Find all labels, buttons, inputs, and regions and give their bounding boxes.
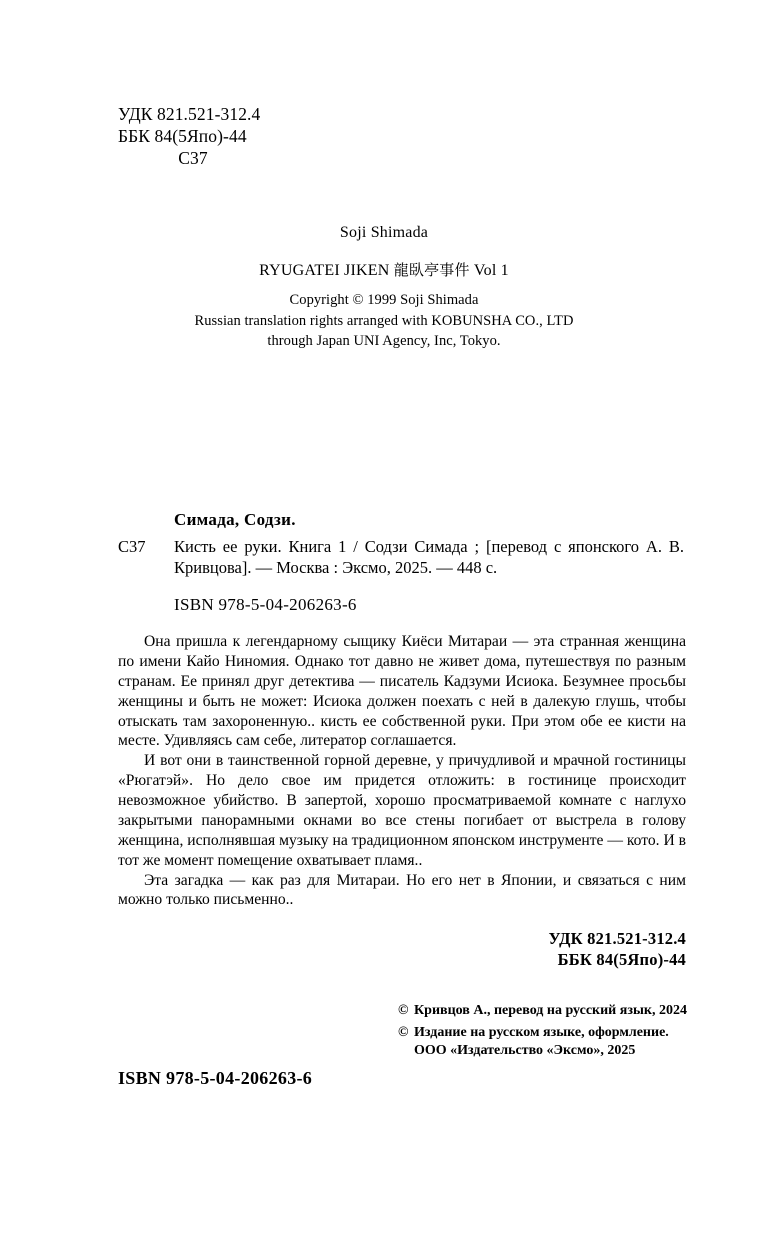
rights-holders-block: [398, 1002, 698, 1063]
cip-record-block: [118, 510, 684, 615]
isbn-cip: ISBN 978-5-04-206263-6: [174, 595, 357, 615]
copyright-symbol-icon: ©: [398, 1003, 409, 1018]
classification-top-block: [118, 103, 268, 169]
original-title-latin: RYUGATEI JIKEN: [259, 262, 390, 279]
original-edition-block: [0, 224, 768, 352]
rights-holder-text: Кривцов А., перевод на русский язык, 2024: [414, 1003, 687, 1018]
original-title-japanese: 龍臥亭事件: [393, 261, 470, 279]
cip-body: [118, 536, 684, 578]
library-sigla-top: С37: [178, 148, 208, 169]
classification-bottom-block: [548, 928, 686, 971]
original-author: Soji Shimada: [339, 224, 429, 241]
copyright-symbol-icon: ©: [398, 1024, 409, 1040]
translation-rights-line-2: through Japan UNI Agency, Inc, Tokyo.: [267, 333, 501, 350]
library-sigla-cip: С37: [118, 537, 146, 556]
annotation-block: [118, 632, 686, 910]
annotation-paragraph: Она пришла к легендарному сыщику Киёси Митараи — эта странная женщина по имени Кайо Ниномия. Однако тот давно не живет дома, путешествуя по разным странам. Ее принял друг детектива — писатель Кадзуми Исиока. Безумнее просьбы женщины и быть не может: Исиока должен поехать с ней в далекую глушь, чтобы отыскать там захороненную.. кисть ее собственной руки. При этом обе ее кисти на месте. Удивляясь сам себе, литератор соглашается.: [118, 633, 686, 750]
rights-holder-item: [398, 1024, 698, 1060]
original-title-line: [0, 259, 768, 280]
bbk-code-top: ББК 84(5Япо)-44: [118, 126, 247, 147]
cip-author-heading: Симада, Содзи.: [174, 510, 296, 529]
udk-code-bottom: УДК 821.521-312.4: [548, 929, 686, 948]
isbn-bottom: ISBN 978-5-04-206263-6: [118, 1068, 313, 1088]
annotation-paragraph: Эта загадка — как раз для Митараи. Но его нет в Японии, и связаться с ним можно только письменно..: [118, 871, 686, 909]
cip-description: Кисть ее руки. Книга 1 / Содзи Симада ; [перевод с японского А. В. Кривцова]. — Москва : Эксмо, 2025. — 448 с.: [174, 537, 684, 578]
rights-holder-text: Издание на русском языке, оформление. ООО «Издательство «Эксмо», 2025: [414, 1024, 669, 1058]
original-copyright-lines: [0, 290, 768, 352]
rights-holder-item: [398, 1002, 698, 1020]
bbk-code-bottom: ББК 84(5Япо)-44: [557, 950, 686, 970]
translation-rights-line-1: Russian translation rights arranged with KOBUNSHA CO., LTD: [194, 312, 574, 329]
udk-code-top: УДК 821.521-312.4: [118, 104, 261, 124]
original-title-volume: Vol 1: [473, 262, 509, 279]
copyright-line: Copyright © 1999 Soji Shimada: [289, 292, 479, 308]
annotation-paragraph: И вот они в таинственной горной деревне, у причудливой и мрачной гостиницы «Рюгатэй». Но дело свое им придется отложить: в гостинице происходит невозможное убийство. В запертой, хорошо просматриваемой комнате с наглухо закрытыми панорамными окнами во все стены погибает от выстрела в голову женщина, исполнявшая музыку на традиционном японском инструменте — кото. И в тот же момент помещение охватывает пламя..: [118, 752, 686, 869]
